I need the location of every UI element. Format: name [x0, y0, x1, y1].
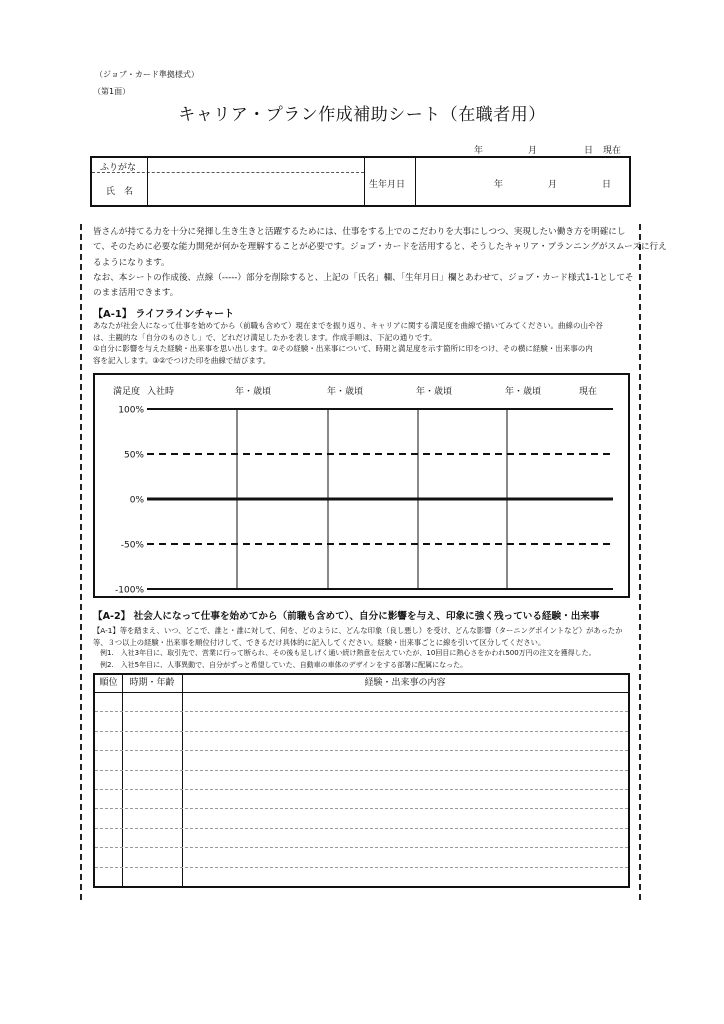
lifeline-chart[interactable] [93, 373, 630, 598]
table-row[interactable] [95, 732, 628, 749]
intro-paragraph [93, 225, 667, 301]
name-field[interactable] [149, 174, 362, 204]
intro-line: のまま活用できます。 [93, 288, 179, 299]
col-period-header: 時期・年齢 [129, 678, 175, 688]
y-tick-label: 50% [123, 450, 144, 461]
birth-month-label: 月 [548, 180, 558, 190]
table-row[interactable] [95, 829, 628, 846]
birth-label-divider [415, 158, 416, 205]
furigana-field[interactable] [149, 159, 362, 171]
intro-line: 皆さんが持てる力を十分に発揮し生き生きと活躍するためには、仕事をする上でのこだわりを大事にしつつ、実現したい働き方を明確にし [93, 227, 626, 237]
table-row[interactable] [95, 751, 628, 768]
table-row[interactable] [95, 712, 628, 729]
label-column-divider [147, 158, 148, 205]
page-number: （第1面） [93, 87, 131, 96]
x-period-label: 年・歳頃 [327, 387, 364, 397]
furigana-label: ふりがな [100, 163, 137, 173]
table-row[interactable] [95, 693, 628, 710]
intro-line: るようになります。 [93, 257, 170, 268]
a1-desc-line: ①自分に影響を与えた経験・出来事を思い出します。②その経験・出来事について、時期と満足度を示す箇所に印をつけ、その横に経験・出来事の内 [93, 344, 593, 353]
x-period-label: 年・歳頃 [235, 387, 272, 397]
intro-line: なお、本シートの作成後、点線（-----）部分を削除すると、上記の「氏名」欄、「生年月日」欄とあわせて、ジョブ・カード様式1-1としてそ [93, 272, 634, 283]
col-content-header: 経験・出来事の内容 [364, 678, 446, 688]
experience-table [93, 673, 630, 888]
y-tick-label: -50% [120, 540, 144, 551]
a1-desc-line: あなたが社会人になって仕事を始めてから（前職も含めて）現在までを振り返り、キャリアに関する満足度を曲線で描いてみてください。曲線の山や谷 [93, 321, 603, 330]
x-period-label: 入社時 [147, 387, 175, 397]
table-row[interactable] [95, 809, 628, 826]
x-period-label: 年・歳頃 [505, 387, 542, 397]
birth-date-label: 生年月日 [369, 180, 406, 190]
personal-info-table [90, 156, 631, 207]
date-current-label: 現在 [603, 146, 622, 156]
table-row[interactable] [95, 771, 628, 788]
birth-date-field[interactable] [417, 159, 627, 204]
birth-day-label: 日 [602, 180, 612, 190]
col-rank-header: 順位 [99, 678, 118, 688]
right-cut-line [639, 224, 641, 900]
y-tick-label: -100% [115, 585, 144, 596]
a1-heading: 【A-1】 ライフラインチャート [93, 309, 235, 320]
a2-example-line: 例2. 入社5年目に、人事異動で、自分がずっと希望していた、自動車の車体のデザインをする部署に配属になった。 [93, 660, 468, 669]
a2-example-line: 例1. 入社3年目に、取引先で、営業に行って断られ、その後も足しげく通い続け熱意を伝えていたが、10回目に熱心さをかわれ500万円の注文を獲得した。 [93, 649, 596, 658]
date-month-label: 月 [528, 146, 538, 156]
name-label: 氏 名 [106, 187, 134, 197]
intro-line: て、そのために必要な能力開発が何かを理解することが必要です。ジョブ・カードを活用すると、そうしたキャリア・プランニングがスムーズに行え [93, 242, 667, 253]
y-tick-label: 0% [129, 495, 144, 506]
date-day-label: 日 [584, 146, 594, 156]
a2-description [93, 625, 623, 671]
form-note: （ジョブ・カード準拠様式） [95, 70, 199, 79]
table-row[interactable] [95, 790, 628, 807]
x-period-label: 年・歳頃 [416, 387, 453, 397]
y-axis-title: 満足度 [113, 387, 141, 397]
page-title: キャリア・プラン作成補助シート（在職者用） [178, 105, 546, 125]
a1-description [93, 320, 603, 366]
a1-desc-line: 容を記入します。③②でつけた印を曲線で結びます。 [93, 355, 271, 365]
left-cut-line [80, 224, 82, 900]
date-year-label: 年 [474, 146, 484, 156]
a2-desc-line: 等、３つ以上の経験・出来事を順位付けして、できるだけ具体的に記入してください。経験・出来事ごとに線を引いて区分してください。 [93, 637, 546, 647]
a2-desc-line: 【A-1】等を踏まえ、いつ、どこで、誰と・誰に対して、何を、どのように、どんな印象（良し悪し）を受け、どんな影響（ターニングポイントなど）があったか [93, 626, 623, 635]
y-tick-label: 100% [118, 405, 144, 416]
a2-heading: 【A-2】 社会人になって仕事を始めてから（前職も含めて）、自分に影響を与え、印象に強く残っている経験・出来事 [93, 611, 600, 622]
a1-desc-line: は、主観的な「自分のものさし」で、どれだけ満足したかを表します。作成手順は、下記の通りです。 [93, 332, 437, 342]
lifeline-chart-svg [95, 375, 628, 596]
x-period-label: 現在 [579, 387, 598, 397]
table-row[interactable] [95, 868, 628, 885]
table-row[interactable] [95, 848, 628, 865]
birth-year-label: 年 [494, 180, 504, 190]
name-birth-divider [364, 158, 365, 205]
